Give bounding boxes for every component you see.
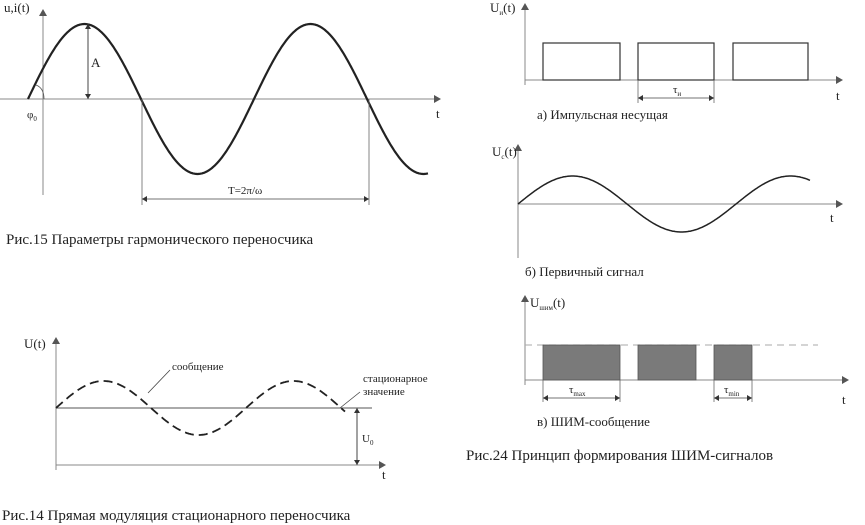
- fig24a-pulse: [543, 43, 620, 80]
- fig14-stationary-label-2: значение: [363, 386, 405, 398]
- fig24a-x-axis-label: t: [836, 88, 840, 103]
- fig14-u0-label: $U_0$: [362, 433, 374, 447]
- fig24b-y-axis-label: $U_c(t)$: [492, 144, 517, 161]
- fig24c-pulse: [638, 345, 696, 380]
- fig24b-x-axis-label: t: [830, 210, 834, 225]
- fig15-phase-label: $\varphi_0$: [27, 109, 37, 123]
- fig14-y-axis-label: U(t): [24, 336, 46, 351]
- fig24c-taumax-label: $\tau_{max}$: [569, 384, 586, 398]
- fig14-stationary-label-1: стационарное: [363, 373, 428, 385]
- fig24a-subcaption: а) Импульсная несущая: [537, 107, 668, 122]
- fig15-x-axis-label: t: [436, 106, 440, 121]
- fig15-amplitude-label: A: [91, 55, 101, 70]
- fig24c-taumin-label: $\tau_{min}$: [724, 384, 740, 398]
- fig24a-pulse: [638, 43, 714, 80]
- fig14-stationary-pointer: [340, 392, 360, 408]
- fig24a-pulse-carrier: [490, 0, 842, 122]
- fig24c-y-axis-label: $U_{шим}(t)$: [530, 295, 566, 312]
- fig24b-subcaption: б) Первичный сигнал: [525, 264, 644, 279]
- fig24a-pulse: [733, 43, 808, 80]
- fig14-x-axis-label: t: [382, 467, 386, 482]
- fig15-y-axis-label: u,i(t): [4, 0, 30, 15]
- fig14-direct-modulation: [2, 336, 428, 524]
- fig15-harmonic-carrier: [0, 0, 440, 248]
- fig24c-pulse: [543, 345, 620, 380]
- fig24a-tau-label: $\tau_и$: [673, 84, 682, 98]
- fig24c-x-axis-label: t: [842, 392, 846, 407]
- fig24c-pwm-signal: [525, 295, 848, 429]
- fig14-message-pointer: [148, 370, 170, 393]
- fig14-caption: Рис.14 Прямая модуляция стационарного переносчика: [2, 508, 351, 524]
- fig14-message-label: сообщение: [172, 361, 224, 373]
- fig24a-y-axis-label: $U_и(t)$: [490, 0, 516, 17]
- fig15-caption: Рис.15 Параметры гармонического переносчика: [6, 232, 314, 248]
- fig24b-primary-signal: [492, 144, 842, 279]
- fig24c-pulse: [714, 345, 752, 380]
- fig15-period-label: T=2π/ω: [228, 185, 263, 197]
- fig24c-subcaption: в) ШИМ-сообщение: [537, 414, 650, 429]
- fig24-caption: Рис.24 Принцип формирования ШИМ-сигналов: [466, 448, 774, 464]
